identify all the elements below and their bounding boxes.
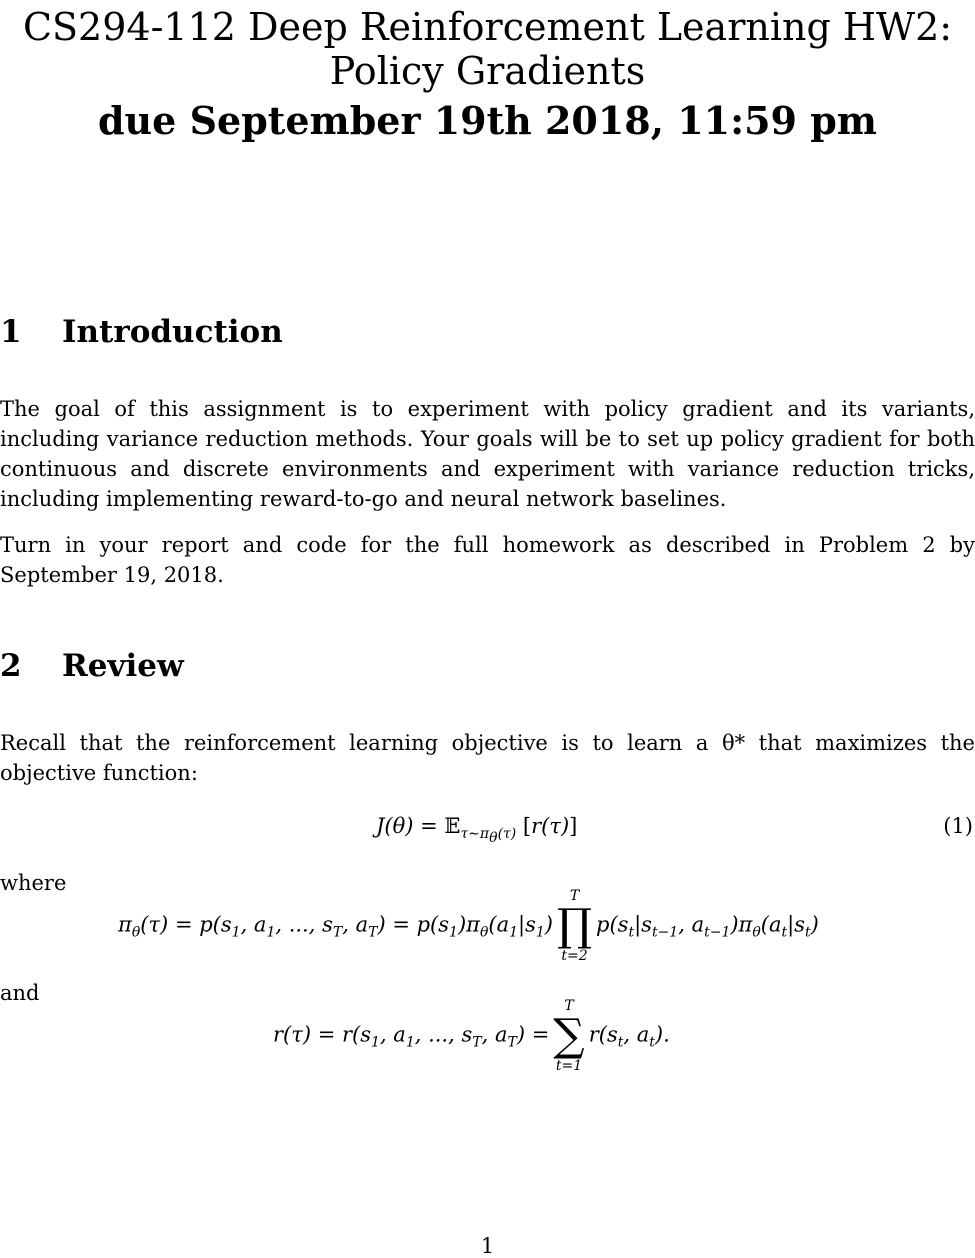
- section-title: Introduction: [62, 314, 283, 350]
- review-paragraph-1: Recall that the reinforcement learning objective is to learn a θ* that maximizes the objective function:: [0, 731, 975, 785]
- product-operator: T ∏ t=2: [557, 888, 593, 964]
- due-date: due September 19th 2018, 11:59 pm: [97, 98, 878, 143]
- equation-number: (1): [943, 814, 973, 838]
- section-heading-review: [0, 648, 184, 684]
- title-line-2: Policy Gradients: [329, 49, 646, 93]
- section-title: Review: [62, 648, 184, 684]
- equation-objective: J(θ) = 𝔼$_{\tau\sim\pi_\theta(\tau)}$ [r(τ)]: [376, 814, 578, 846]
- connector-where: where: [0, 871, 67, 895]
- intro-paragraph-1: The goal of this assignment is to experiment with policy gradient and its variants, including variance reduction methods. Your goals will be to set up policy gradient for both continuous and discrete environments and experiment with variance reduction tricks, including implementing reward-to-go and neural network baselines.: [0, 397, 975, 511]
- connector-and: and: [0, 981, 40, 1005]
- section-number: 1: [0, 314, 22, 350]
- intro-paragraph-2: Turn in your report and code for the full homework as described in Problem 2 by September 19, 2018.: [0, 533, 975, 587]
- title-line-1: CS294-112 Deep Reinforcement Learning HW2:: [22, 5, 953, 49]
- section-number: 2: [0, 648, 22, 684]
- equation-trajectory-probability: $\pi_\theta(\tau) = p(s_1$, $a_1$, ..., $s_T$, $a_T) = p(s_1)\pi_\theta(a_1|s_1)$ T ∏ t=2 $p(s_t|s_{t-1}$, $a_{t-1})\pi_\theta(a_t|s_t)$: [118, 888, 819, 964]
- sum-operator: T ∑ t=1: [553, 998, 585, 1074]
- equation-reward: $r(\tau) = r(s_1$, $a_1$, ..., $s_T$, $a_T$) = T ∑ t=1 $r(s_t$, $a_t$).: [273, 998, 670, 1074]
- section-heading-introduction: [0, 314, 283, 350]
- page-number: 1: [480, 1234, 495, 1258]
